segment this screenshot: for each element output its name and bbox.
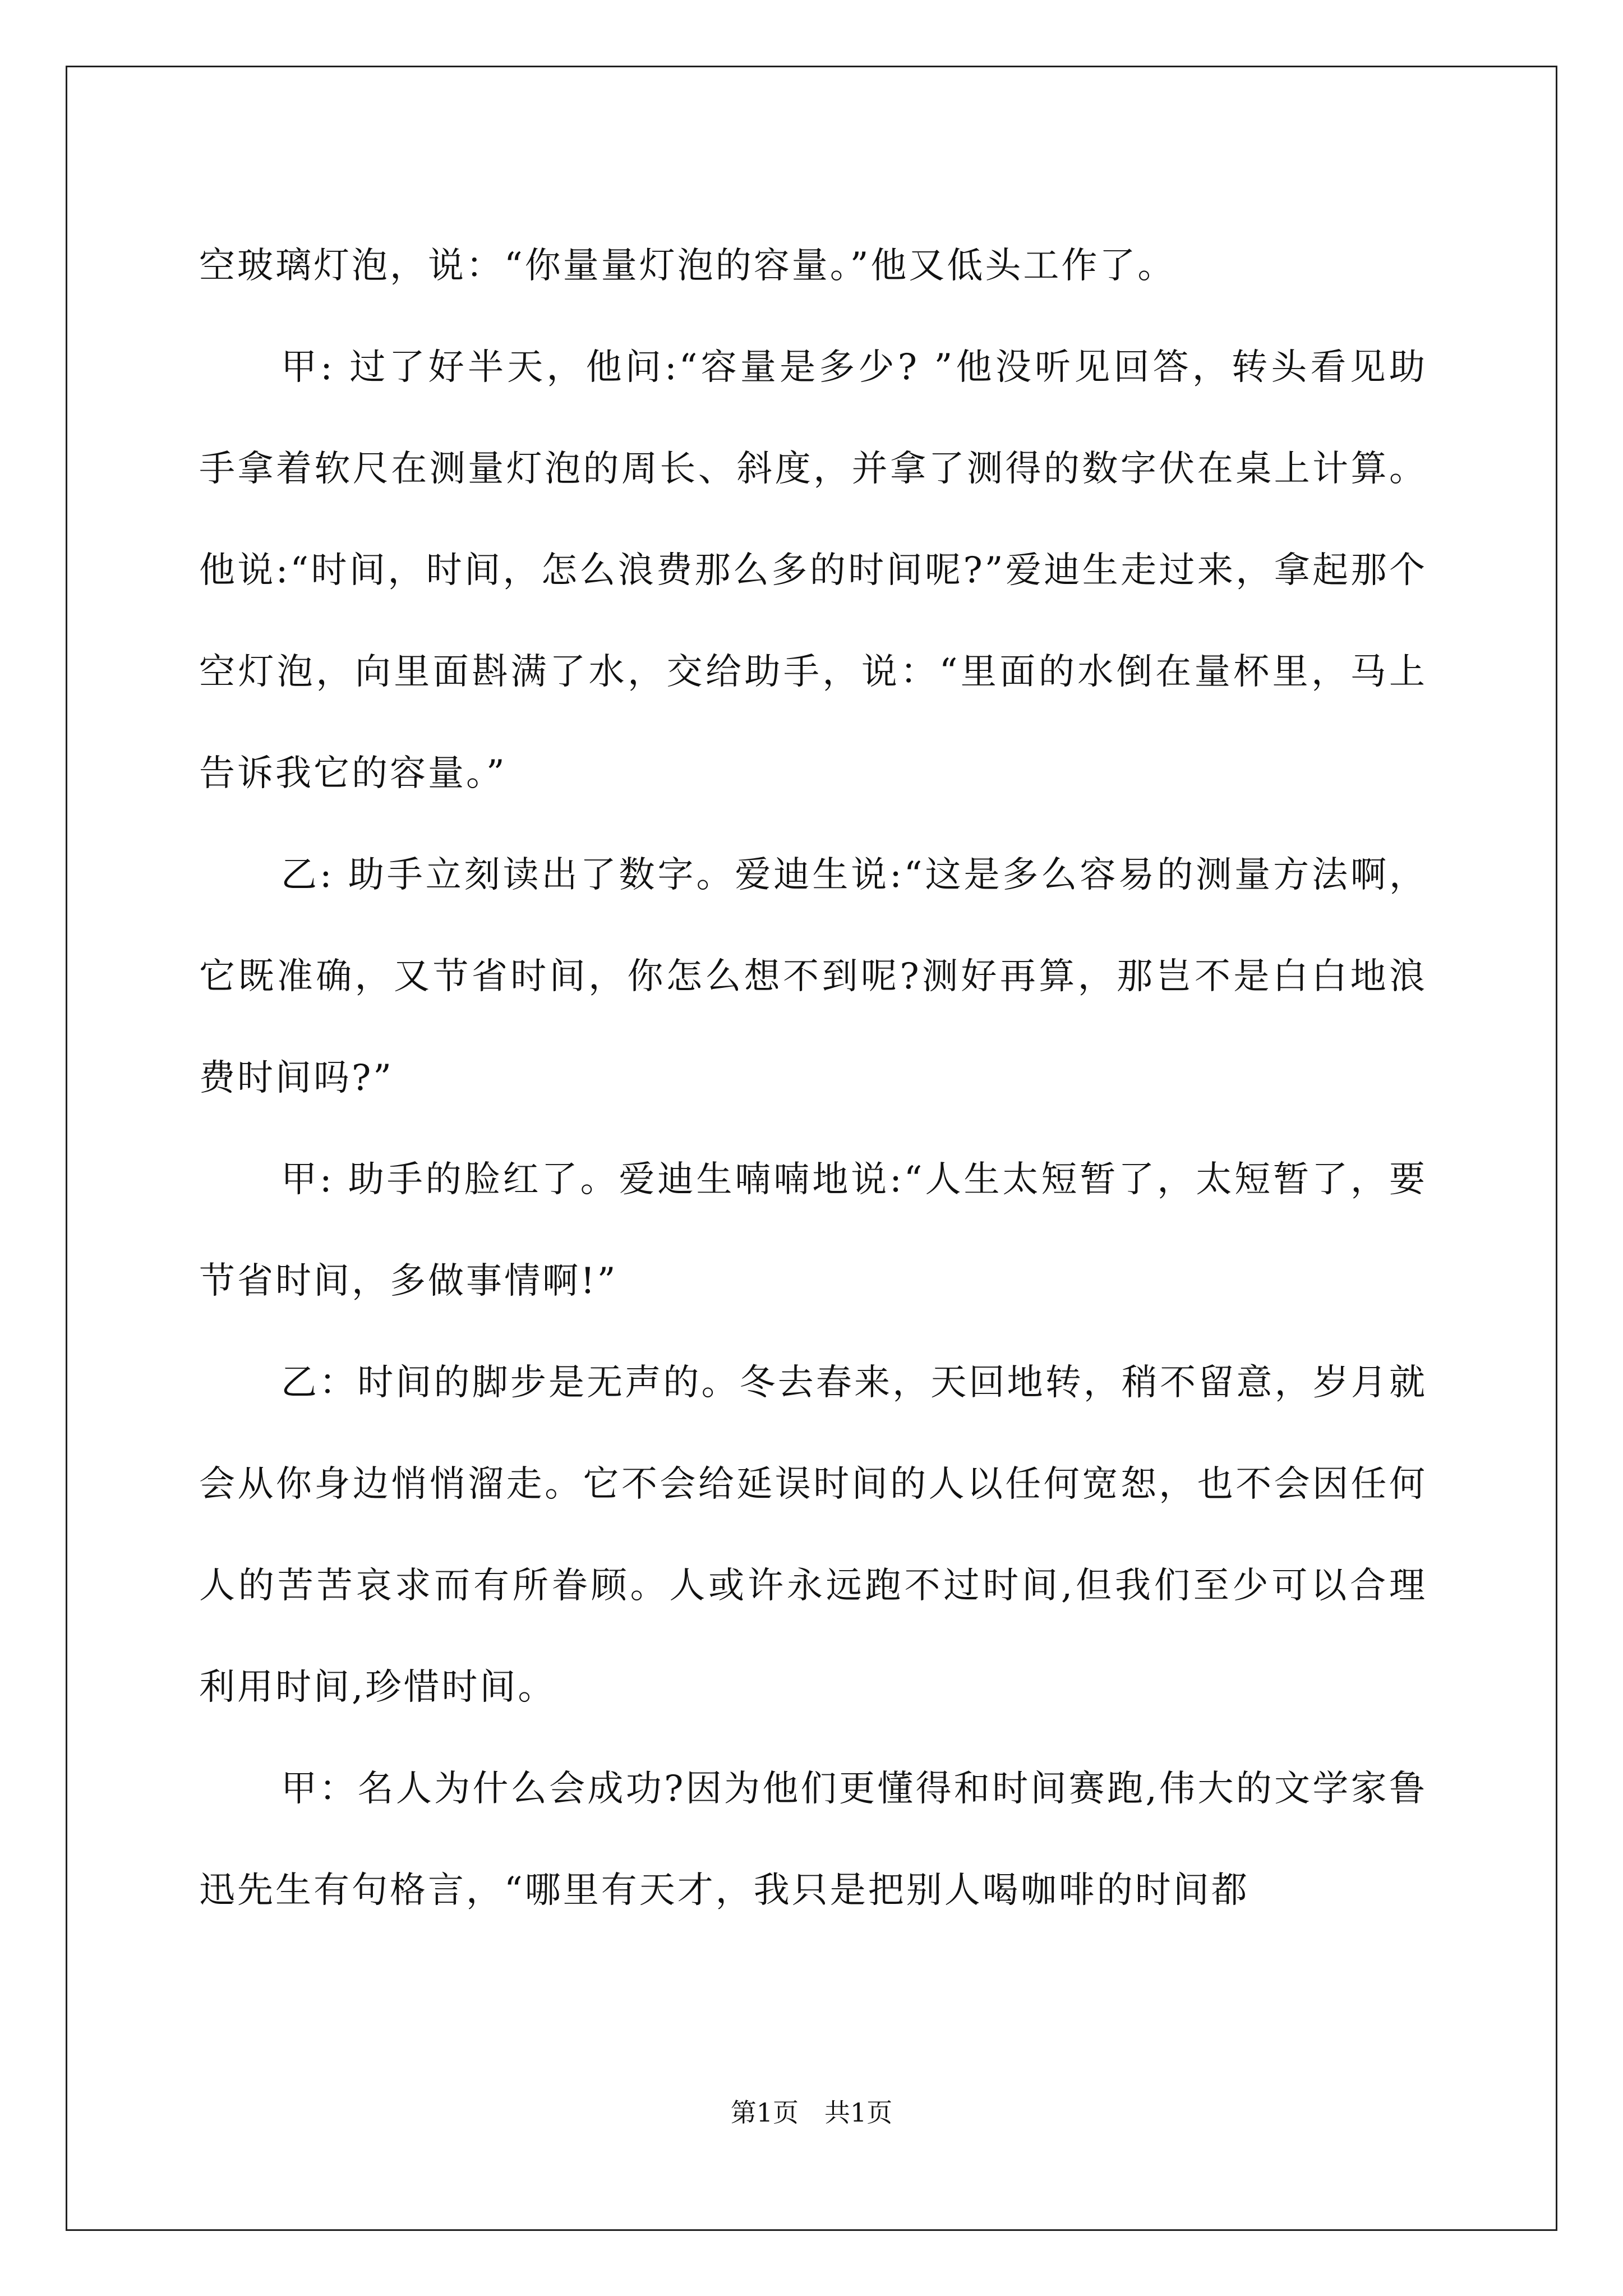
paragraph: 乙: 助手立刻读出了数字。爱迪生说:“这是多么容易的测量方法啊，它既准确，又节省时间，你怎么想不到呢?测好再算，那岂不是白白地浪费时间吗?”: [199, 854, 1427, 1099]
paragraph-continuation: 空玻璃灯泡，说：“你量量灯泡的容量。”他又低头工作了。: [199, 245, 1176, 287]
paragraph: 乙：时间的脚步是无声的。冬去春来，天回地转，稍不留意，岁月就会从你身边悄悄溜走。它不会给延误时间的人以任何宽恕，也不会因任何人的苦苦哀求而有所眷顾。人或许永远跑不过时间,但我们至少可以合理利用时间,珍惜时间。: [199, 1362, 1427, 1708]
paragraph: 甲：名人为什么会成功?因为他们更懂得和时间赛跑,伟大的文学家鲁迅先生有句格言，“哪里有天才，我只是把别人喝咖啡的时间都: [199, 1768, 1427, 1911]
page-number-footer: 第1页 共1页: [730, 2097, 893, 2128]
paragraph: 甲: 助手的脸红了。爱迪生喃喃地说:“人生太短暂了，太短暂了，要节省时间，多做事情啊!”: [199, 1159, 1427, 1302]
document-body: [199, 215, 1427, 1941]
paragraph: 甲: 过了好半天，他问:“容量是多少? ”他没听见回答，转头看见助手拿着软尺在测量灯泡的周长、斜度，并拿了测得的数字伏在桌上计算。他说:“时间，时间，怎么浪费那么多的时间呢?”爱迪生走过来，拿起那个空灯泡，向里面斟满了水，交给助手，说：“里面的水倒在量杯里，马上告诉我它的容量。”: [199, 347, 1427, 794]
